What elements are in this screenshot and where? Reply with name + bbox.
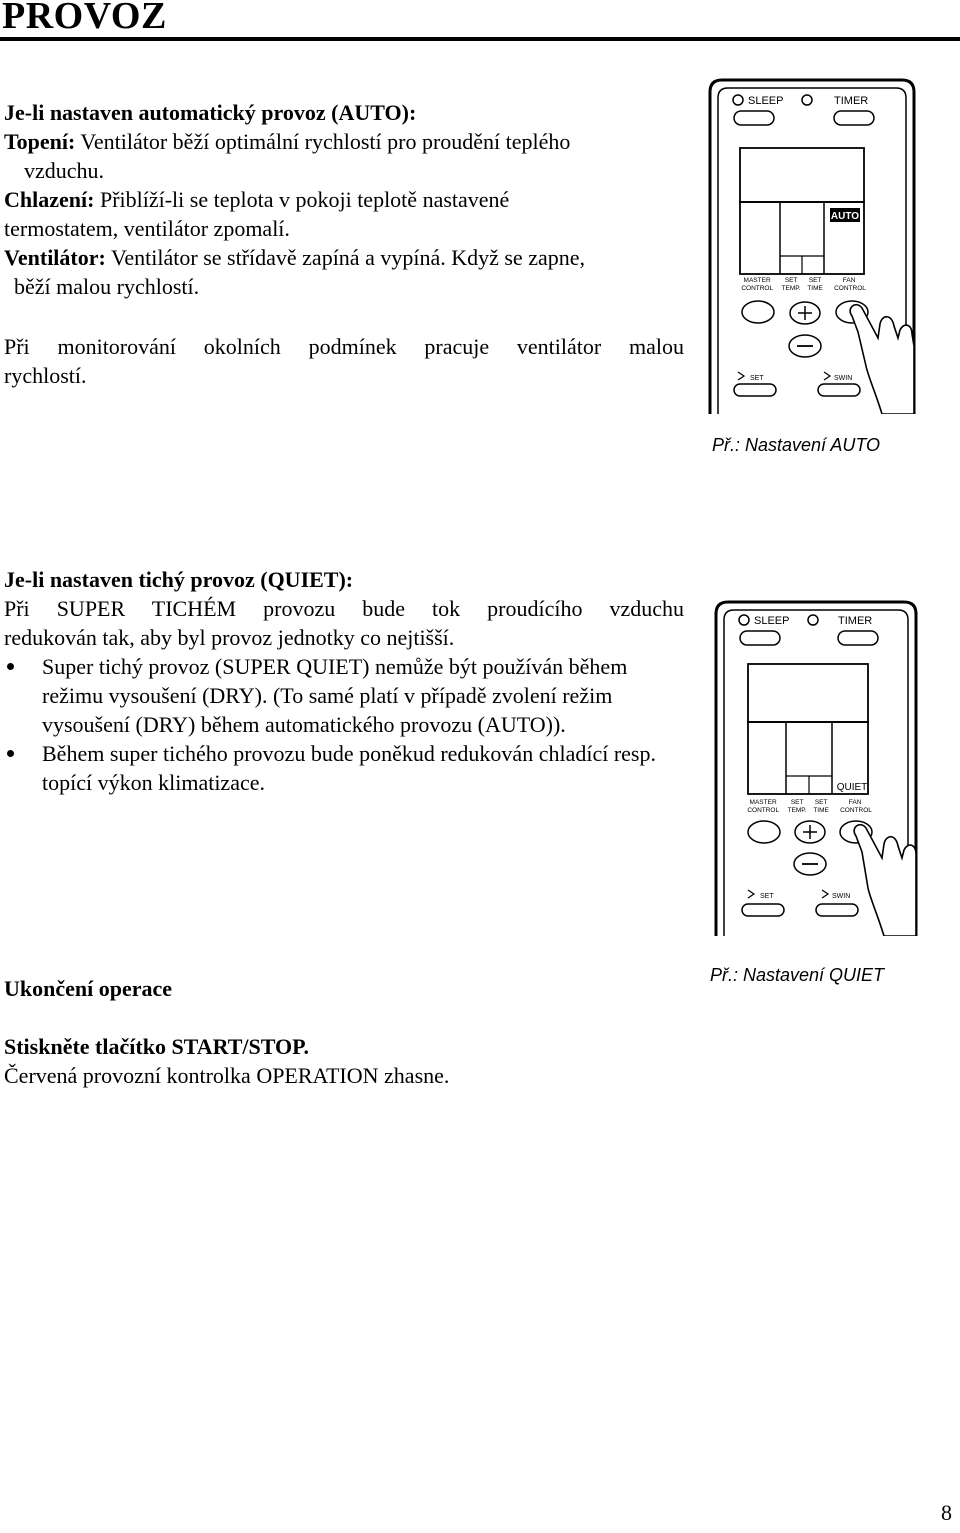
fan-text: Ventilátor se střídavě zapíná a vypíná. Když se zapne, xyxy=(105,245,585,270)
set-time-label-1: SET xyxy=(808,277,822,284)
set-temp-label-1: SET xyxy=(784,277,798,284)
master-control-button xyxy=(742,301,774,323)
heating-text: Ventilátor běží optimální rychlostí pro proudění teplého xyxy=(75,129,571,154)
swing-label-q: SWIN xyxy=(832,893,851,900)
cooling-text: Přiblíží-li se teplota v pokoji teplotě nastavené xyxy=(94,187,510,212)
quiet-badge-text: QUIET xyxy=(836,782,868,793)
master-label-1: MASTER xyxy=(743,277,771,284)
quiet-bullets xyxy=(4,652,684,797)
auto-monitor xyxy=(4,332,684,390)
master-label-2: CONTROL xyxy=(741,285,773,292)
master-control-button-q xyxy=(748,821,780,843)
auto-cooling xyxy=(4,185,684,214)
remote-display-q xyxy=(748,664,868,722)
swing-button xyxy=(818,384,860,396)
set-time-label-2: TIME xyxy=(807,285,823,292)
auto-heating-cont: vzduchu. xyxy=(24,158,105,183)
end-instruction: Stiskněte tlačítko START/STOP. xyxy=(4,1034,310,1059)
auto-fan-cont: běží malou rychlostí. xyxy=(14,274,200,299)
svg-text:MASTER CONTROL SET xyxy=(747,799,872,814)
end-section xyxy=(4,1032,684,1090)
swing-button-q xyxy=(816,904,858,916)
timer-button-q xyxy=(838,631,878,645)
master-label-q2: CONTROL xyxy=(747,807,779,814)
timer-label: TIMER xyxy=(834,95,869,107)
pointing-hand-icon xyxy=(850,305,914,414)
quiet-section xyxy=(4,565,684,797)
auto-cooling-cont: termostatem, ventilátor zpomalí. xyxy=(4,216,290,241)
remote-display xyxy=(740,148,864,202)
cooling-label: Chlazení: xyxy=(4,187,95,212)
set-button-q xyxy=(742,904,784,916)
remote-figure-quiet xyxy=(712,598,920,936)
heating-label: Topení: xyxy=(4,129,76,154)
master-label-q1: MASTER xyxy=(749,799,777,806)
quiet-bullet-1: Super tichý provoz (SUPER QUIET) nemůže být používán během režimu vysoušení (DRY). (To samé platí v případě zvolení režim vysoušení (DRY) během automatického provozu (AUTO)). xyxy=(4,652,684,739)
sleep-label: SLEEP xyxy=(748,95,784,107)
quiet-line1: Při SUPER TICHÉM provozu bude tok proudícího vzduchu xyxy=(4,596,684,621)
fan-label-1: FAN xyxy=(842,277,856,284)
end-heading-block xyxy=(4,974,684,1003)
set-time-label-q1: SET xyxy=(814,799,828,806)
quiet-heading: Je-li nastaven tichý provoz (QUIET): xyxy=(4,567,354,592)
swing-label: SWIN xyxy=(834,375,853,382)
set-time-label-q2: TIME xyxy=(813,807,829,814)
sleep-button-q xyxy=(740,631,780,645)
auto-fan xyxy=(4,243,684,272)
fan-label-2: CONTROL xyxy=(834,285,866,292)
set-label: SET xyxy=(750,375,764,382)
timer-label-q: TIMER xyxy=(838,615,873,627)
fan-label: Ventilátor: xyxy=(4,245,106,270)
end-result: Červená provozní kontrolka OPERATION zhasne. xyxy=(4,1063,450,1088)
svg-text:MASTER CONTROL SET xyxy=(741,277,866,292)
auto-caption: Př.: Nastavení AUTO xyxy=(712,435,881,455)
set-button xyxy=(734,384,776,396)
auto-section xyxy=(4,98,684,301)
title-rule xyxy=(0,37,960,41)
monitor-line2: rychlostí. xyxy=(4,363,87,388)
remote-figure-auto xyxy=(706,76,918,414)
page-number: 8 xyxy=(941,1500,952,1525)
quiet-bullet-2: Během super tichého provozu bude poněkud redukován chladící resp. topící výkon klimatizace. xyxy=(4,739,684,797)
auto-badge-text: AUTO xyxy=(830,211,860,222)
set-label-q: SET xyxy=(760,893,774,900)
auto-heading: Je-li nastaven automatický provoz (AUTO): xyxy=(4,100,417,125)
fan-label-q1: FAN xyxy=(848,799,862,806)
sleep-label-q: SLEEP xyxy=(754,615,790,627)
set-temp-label-2: TEMP. xyxy=(781,285,801,292)
timer-button xyxy=(834,111,874,125)
fan-label-q2: CONTROL xyxy=(840,807,872,814)
quiet-line2: redukován tak, aby byl provoz jednotky co nejtišší. xyxy=(4,625,455,650)
end-heading: Ukončení operace xyxy=(4,976,173,1001)
set-temp-label-q2: TEMP. xyxy=(787,807,807,814)
page-title: PROVOZ xyxy=(2,0,167,37)
sleep-button xyxy=(734,111,774,125)
monitor-line1: Při monitorování okolních podmínek pracuje ventilátor malou xyxy=(4,334,684,359)
quiet-caption: Př.: Nastavení QUIET xyxy=(710,965,885,985)
auto-heating xyxy=(4,127,684,156)
set-temp-label-q1: SET xyxy=(790,799,804,806)
pointing-hand-icon xyxy=(854,825,916,936)
